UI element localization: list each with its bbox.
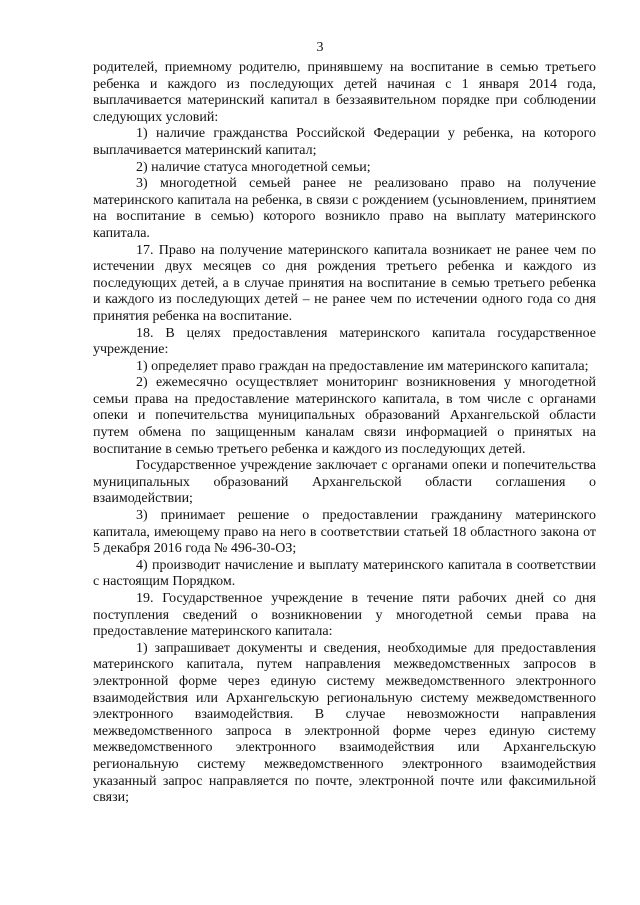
clause-19: 19. Государственное учреждение в течение пяти рабочих дней со дня поступления сведений о возникновении у многодетной семьи права на предоставление материнского капитала:	[93, 591, 596, 640]
clause-18-item-2-note: Государственное учреждение заключает с органами опеки и попечительства муниципальных образований Архангельской области соглашения о взаимодействии;	[93, 458, 596, 507]
clause-17: 17. Право на получение материнского капитала возникает не ранее чем по истечении двух месяцев со дня рождения третьего ребенка и каждого из последующих детей, а в случае принятия на воспитание в семью третьего ребенка и каждого из последующих детей – не ранее чем по истечении одного года со дня принятия ребенка на воспитание.	[93, 242, 596, 324]
clause-18-item-2: 2) ежемесячно осуществляет мониторинг возникновения у многодетной семьи права на предоставление материнского капитала, в том числе с органами опеки и попечительства муниципальных образований Архангельской области путем обмена по защищенным каналам связи информацией о принятых на воспитание в семью третьего ребенка и каждого из последующих детей.	[93, 375, 596, 457]
clause-18-item-3: 3) принимает решение о предоставлении гражданину материнского капитала, имеющему право на него в соответствии статьей 18 областного закона от 5 декабря 2016 года № 496-30-ОЗ;	[93, 508, 596, 557]
clause-19-item-1: 1) запрашивает документы и сведения, необходимые для предоставления материнского капитала, путем направления межведомственных запросов в электронной форме через единую систему межведомственного электронного взаимодействия или Архангельскую региональную систему межведомственного электронного взаимодействия. В случае невозможности направления межведомственного запроса в электронной форме через единую систему межведомственного электронного взаимодействия или Архангельскую региональную систему межведомственного электронного взаимодействия указанный запрос направляется по почте, электронной почте или факсимильной связи;	[93, 640, 596, 806]
page-number: 3	[316, 40, 324, 55]
document-body	[93, 60, 596, 807]
condition-item-1: 1) наличие гражданства Российской Федерации у ребенка, на которого выплачивается материнский капитал;	[93, 126, 596, 158]
clause-18-item-4: 4) производит начисление и выплату материнского капитала в соответствии с настоящим Порядком.	[93, 557, 596, 590]
clause-18-item-1: 1) определяет право граждан на предоставление им материнского капитала;	[136, 358, 589, 374]
condition-item-3: 3) многодетной семьей ранее не реализовано право на получение материнского капитала на ребенка, в связи с рождением (усыновлением, принятием на воспитание в семью) которого возникло право на выплату материнского капитала.	[93, 176, 596, 241]
paragraph-continuation: родителей, приемному родителю, принявшему на воспитание в семью третьего ребенка и каждого из последующих детей начиная с 1 января 2014 года, выплачивается материнский капитал в беззаявительном порядке при соблюдении следующих условий:	[93, 60, 596, 125]
clause-18: 18. В целях предоставления материнского капитала государственное учреждение:	[93, 325, 596, 358]
condition-item-2: 2) наличие статуса многодетной семьи;	[136, 159, 371, 175]
